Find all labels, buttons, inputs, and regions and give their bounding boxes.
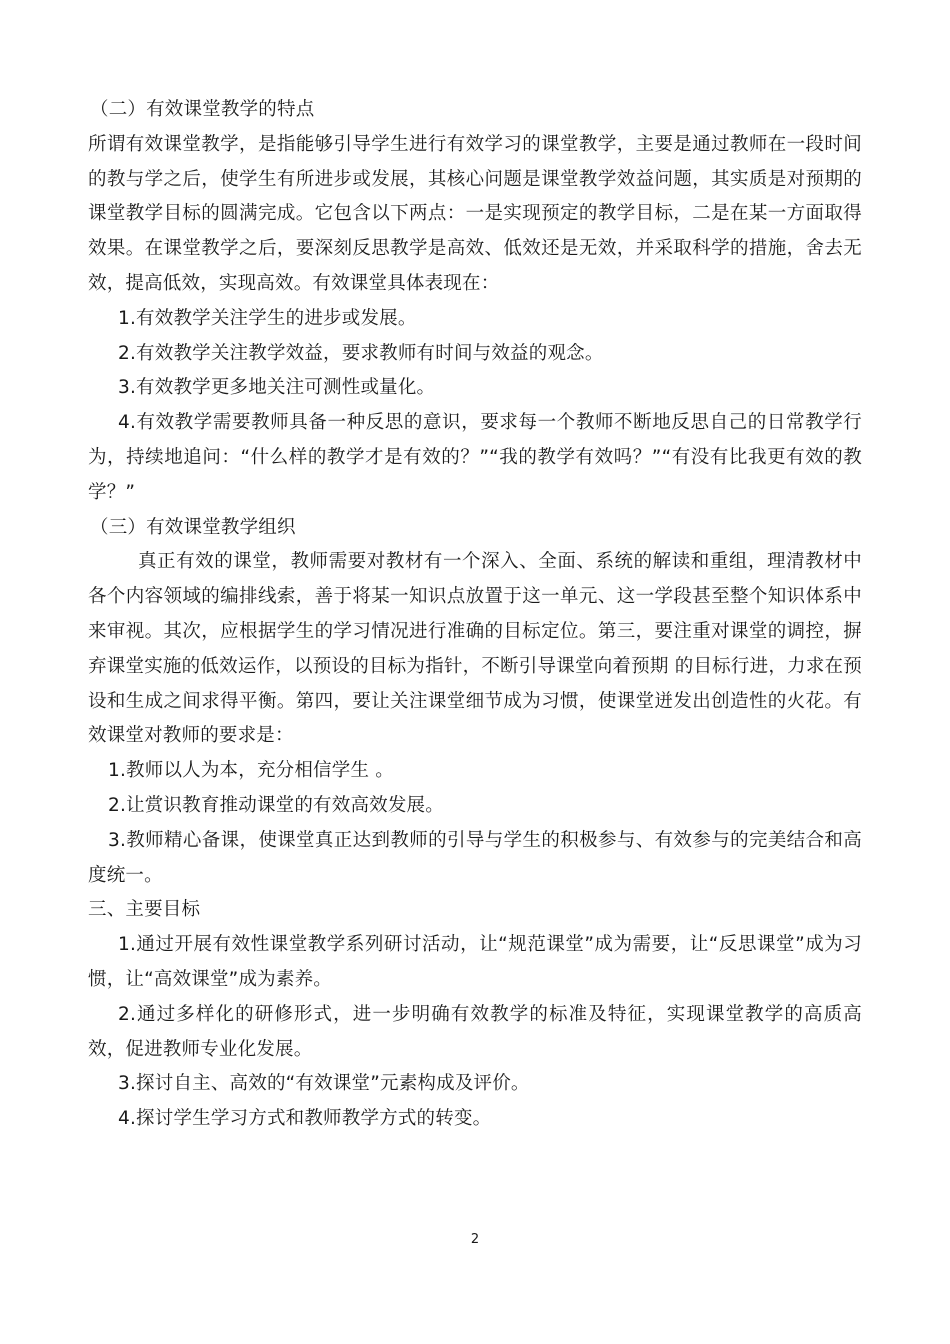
features-item-4: 4.有效教学需要教师具备一种反思的意识，要求每一个教师不断地反思自己的日常教学行为，持续地追问：“什么样的教学才是有效的？”“我的教学有效吗？”“有没有比我更有效的教学？”: [88, 412, 862, 503]
goal-item-3: 3.探讨自主、高效的“有效课堂”元素构成及评价。: [118, 1073, 530, 1095]
page-content: [88, 93, 862, 1137]
goal-item-2: 2.通过多样化的研修形式，进一步明确有效教学的标准及特征，实现课堂教学的高质高效，促进教师专业化发展。: [88, 1003, 862, 1060]
requirement-item-2: 2.让赏识教育推动课堂的有效高效发展。: [108, 794, 444, 816]
features-item-2: 2.有效教学关注教学效益，要求教师有时间与效益的观念。: [118, 342, 604, 364]
goal-item-4: 4.探讨学生学习方式和教师教学方式的转变。: [118, 1108, 492, 1130]
features-item-1: 1.有效教学关注学生的进步或发展。: [118, 307, 417, 329]
page-number: 2: [470, 1232, 480, 1247]
section-heading-organization: （三）有效课堂教学组织: [90, 516, 296, 538]
features-intro-paragraph: 所谓有效课堂教学，是指能够引导学生进行有效学习的课堂教学，主要是通过教师在一段时间的教与学之后，使学生有所进步或发展，其核心问题是课堂教学效益问题，其实质是对预期的课堂教学目标的圆满完成。它包含以下两点：一是实现预定的教学目标，二是在某一方面取得效果。在课堂教学之后，要深刻反思教学是高效、低效还是无效，并采取科学的措施，舍去无效，提高低效，实现高效。有效课堂具体表现在：: [88, 133, 862, 294]
section-heading-features: （二）有效课堂教学的特点: [90, 99, 315, 120]
section-heading-main-goals: 三、主要目标: [88, 899, 201, 921]
features-item-3: 3.有效教学更多地关注可测性或量化。: [118, 377, 436, 399]
organization-paragraph: 真正有效的课堂，教师需要对教材有一个深入、全面、系统的解读和重组，理清教材中各个内容领域的编排线索，善于将某一知识点放置于这一单元、这一学段甚至整个知识体系中来审视。其次，应根据学生的学习情况进行准确的目标定位。第三，要注重对课堂的调控，摒弃课堂实施的低效运作，以预设的目标为指针，不断引导课堂向着预期 的目标行进，力求在预设和生成之间求得平衡。第四，要让关注课堂细节成为习惯，使课堂迸发出创造性的火花。有效课堂对教师的要求是：: [88, 551, 862, 747]
goal-item-1: 1.通过开展有效性课堂教学系列研讨活动，让“规范课堂”成为需要，让“反思课堂”成为习惯，让“高效课堂”成为素养。: [88, 934, 862, 990]
requirement-item-3: 3.教师精心备课，使课堂真正达到教师的引导与学生的积极参与、有效参与的完美结合和高度统一。: [88, 829, 862, 886]
requirement-item-1: 1.教师以人为本，充分相信学生 。: [108, 760, 394, 782]
